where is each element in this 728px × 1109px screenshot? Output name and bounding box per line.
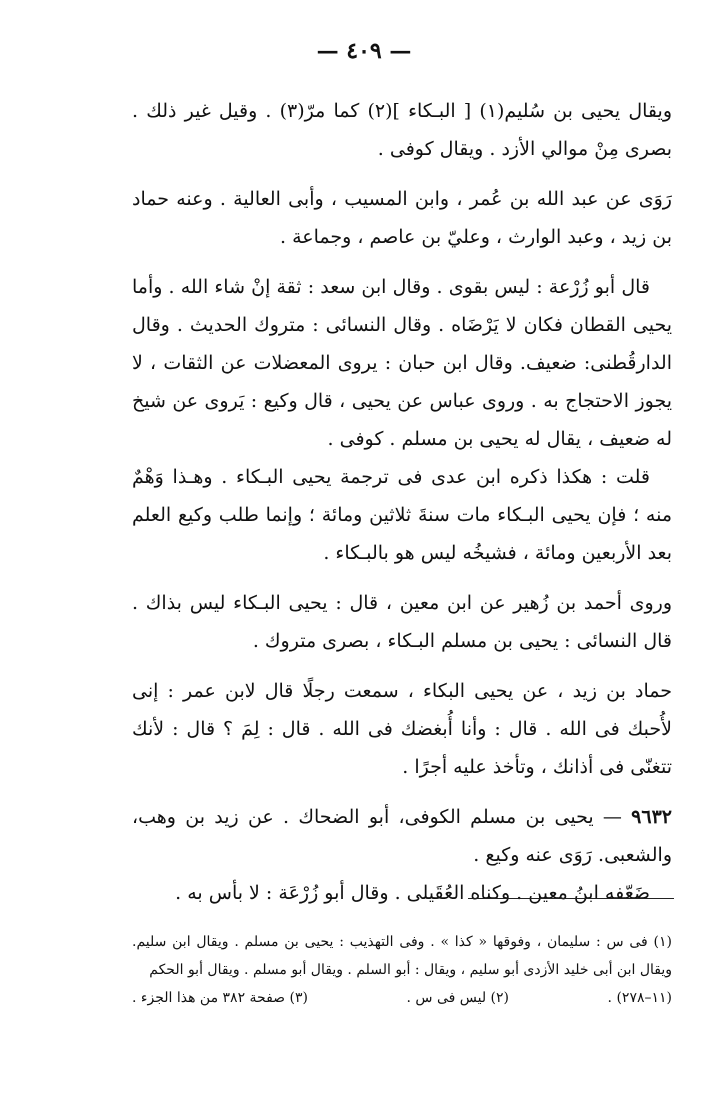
paragraph-1: ويقال يحيى بن سُليم(١) [ البـكاء ](٢) كما مرّ(٣) . وقيل غير ذلك . بصرى مِنْ موالي الأزد . ويقال كوفى . [132, 100, 672, 160]
entry-text: — يحيى بن مسلم الكوفى، أبو الضحاك . عن زيد بن وهب، والشعبى. رَوَى عنه وكيع . [132, 806, 672, 866]
main-text [132, 92, 672, 912]
paragraph-3: قال أبو زُرْعة : ليس بقوى . وقال ابن سعد : ثقة إنْ شاء الله . وأما يحيى القطان فكان لا يَرْضَاه . وقال النسائى : متروك الحديث . وقال الدارقُطنى: ضعيف. وقال ابن حبان : يروى المعضلات عن الثقات ، لا يجوز الاحتجاج به . وروى عباس عن يحيى ، قال وكيع : يَروى عن شيخ له ضعيف ، يقال له يحيى بن مسلم . كوفى . [132, 276, 672, 450]
footnote-3: (٣) صفحة ٣٨٢ من هذا الجزء . [132, 990, 308, 1006]
paragraph-8: ضَعّفه ابنُ معين . وكناه العُقَيلى . وقال أبو زُرْعَة : لا بأس به . [175, 882, 650, 904]
paragraph-5: وروى أحمد بن زُهير عن ابن معين ، قال : يحيى البـكاء ليس بذاك . قال النسائى : يحيى بن مسلم البـكاء ، بصرى متروك . [132, 592, 672, 652]
footnote-separator [468, 898, 674, 899]
page-number: — ٤٠٩ — [316, 38, 412, 64]
paragraph-4: قلت : هكذا ذكره ابن عدى فى ترجمة يحيى البـكاء . وهـذا وَهْمٌ منه ؛ فإن يحيى البـكاء مات سنةَ ثلاثين ومائة ؛ وإنما طلب وكيع العلم بعد الأربعين ومائة ، فشيخُه ليس هو بالبـكاء . [132, 466, 672, 564]
paragraph-gap [132, 168, 672, 180]
paragraph-gap [132, 572, 672, 584]
footnote-1-ref: (١١–٢٧٨) . [607, 990, 672, 1006]
paragraph-gap [132, 256, 672, 268]
entry-paragraph [132, 798, 672, 874]
footnote-1: (١) فى س : سليمان ، وفوقها « كذا » . وفى التهذيب : يحيى بن مسلم . ويقال ابن سليم. ويقال ابن أبى خليد الأزدى أبو سليم ، ويقال : أبو السلم . ويقال أبو مسلم . ويقال أبو الحكم [132, 934, 672, 978]
footnote-2: (٢) ليس فى س . [406, 990, 510, 1006]
footnote-line-2 [132, 984, 672, 1012]
paragraph-2: رَوَى عن عبد الله بن عُمر ، وابن المسيب ، وأبى العالية . وعنه حماد بن زيد ، وعبد الوارث ، وعليّ بن عاصم ، وجماعة . [132, 188, 672, 248]
entry-number: ٩٦٣٢ [631, 806, 672, 828]
paragraph-6: حماد بن زيد ، عن يحيى البكاء ، سمعت رجلًا قال لابن عمر : إنى لأُحبك فى الله . قال : وأنا أُبغضك فى الله . قال : لِمَ ؟ قال : لأنك تتغنّى فى أذانك ، وتأخذ عليه أجرًا . [132, 680, 672, 778]
footnotes [132, 928, 672, 1012]
paragraph-gap [132, 786, 672, 798]
paragraph-gap [132, 660, 672, 672]
